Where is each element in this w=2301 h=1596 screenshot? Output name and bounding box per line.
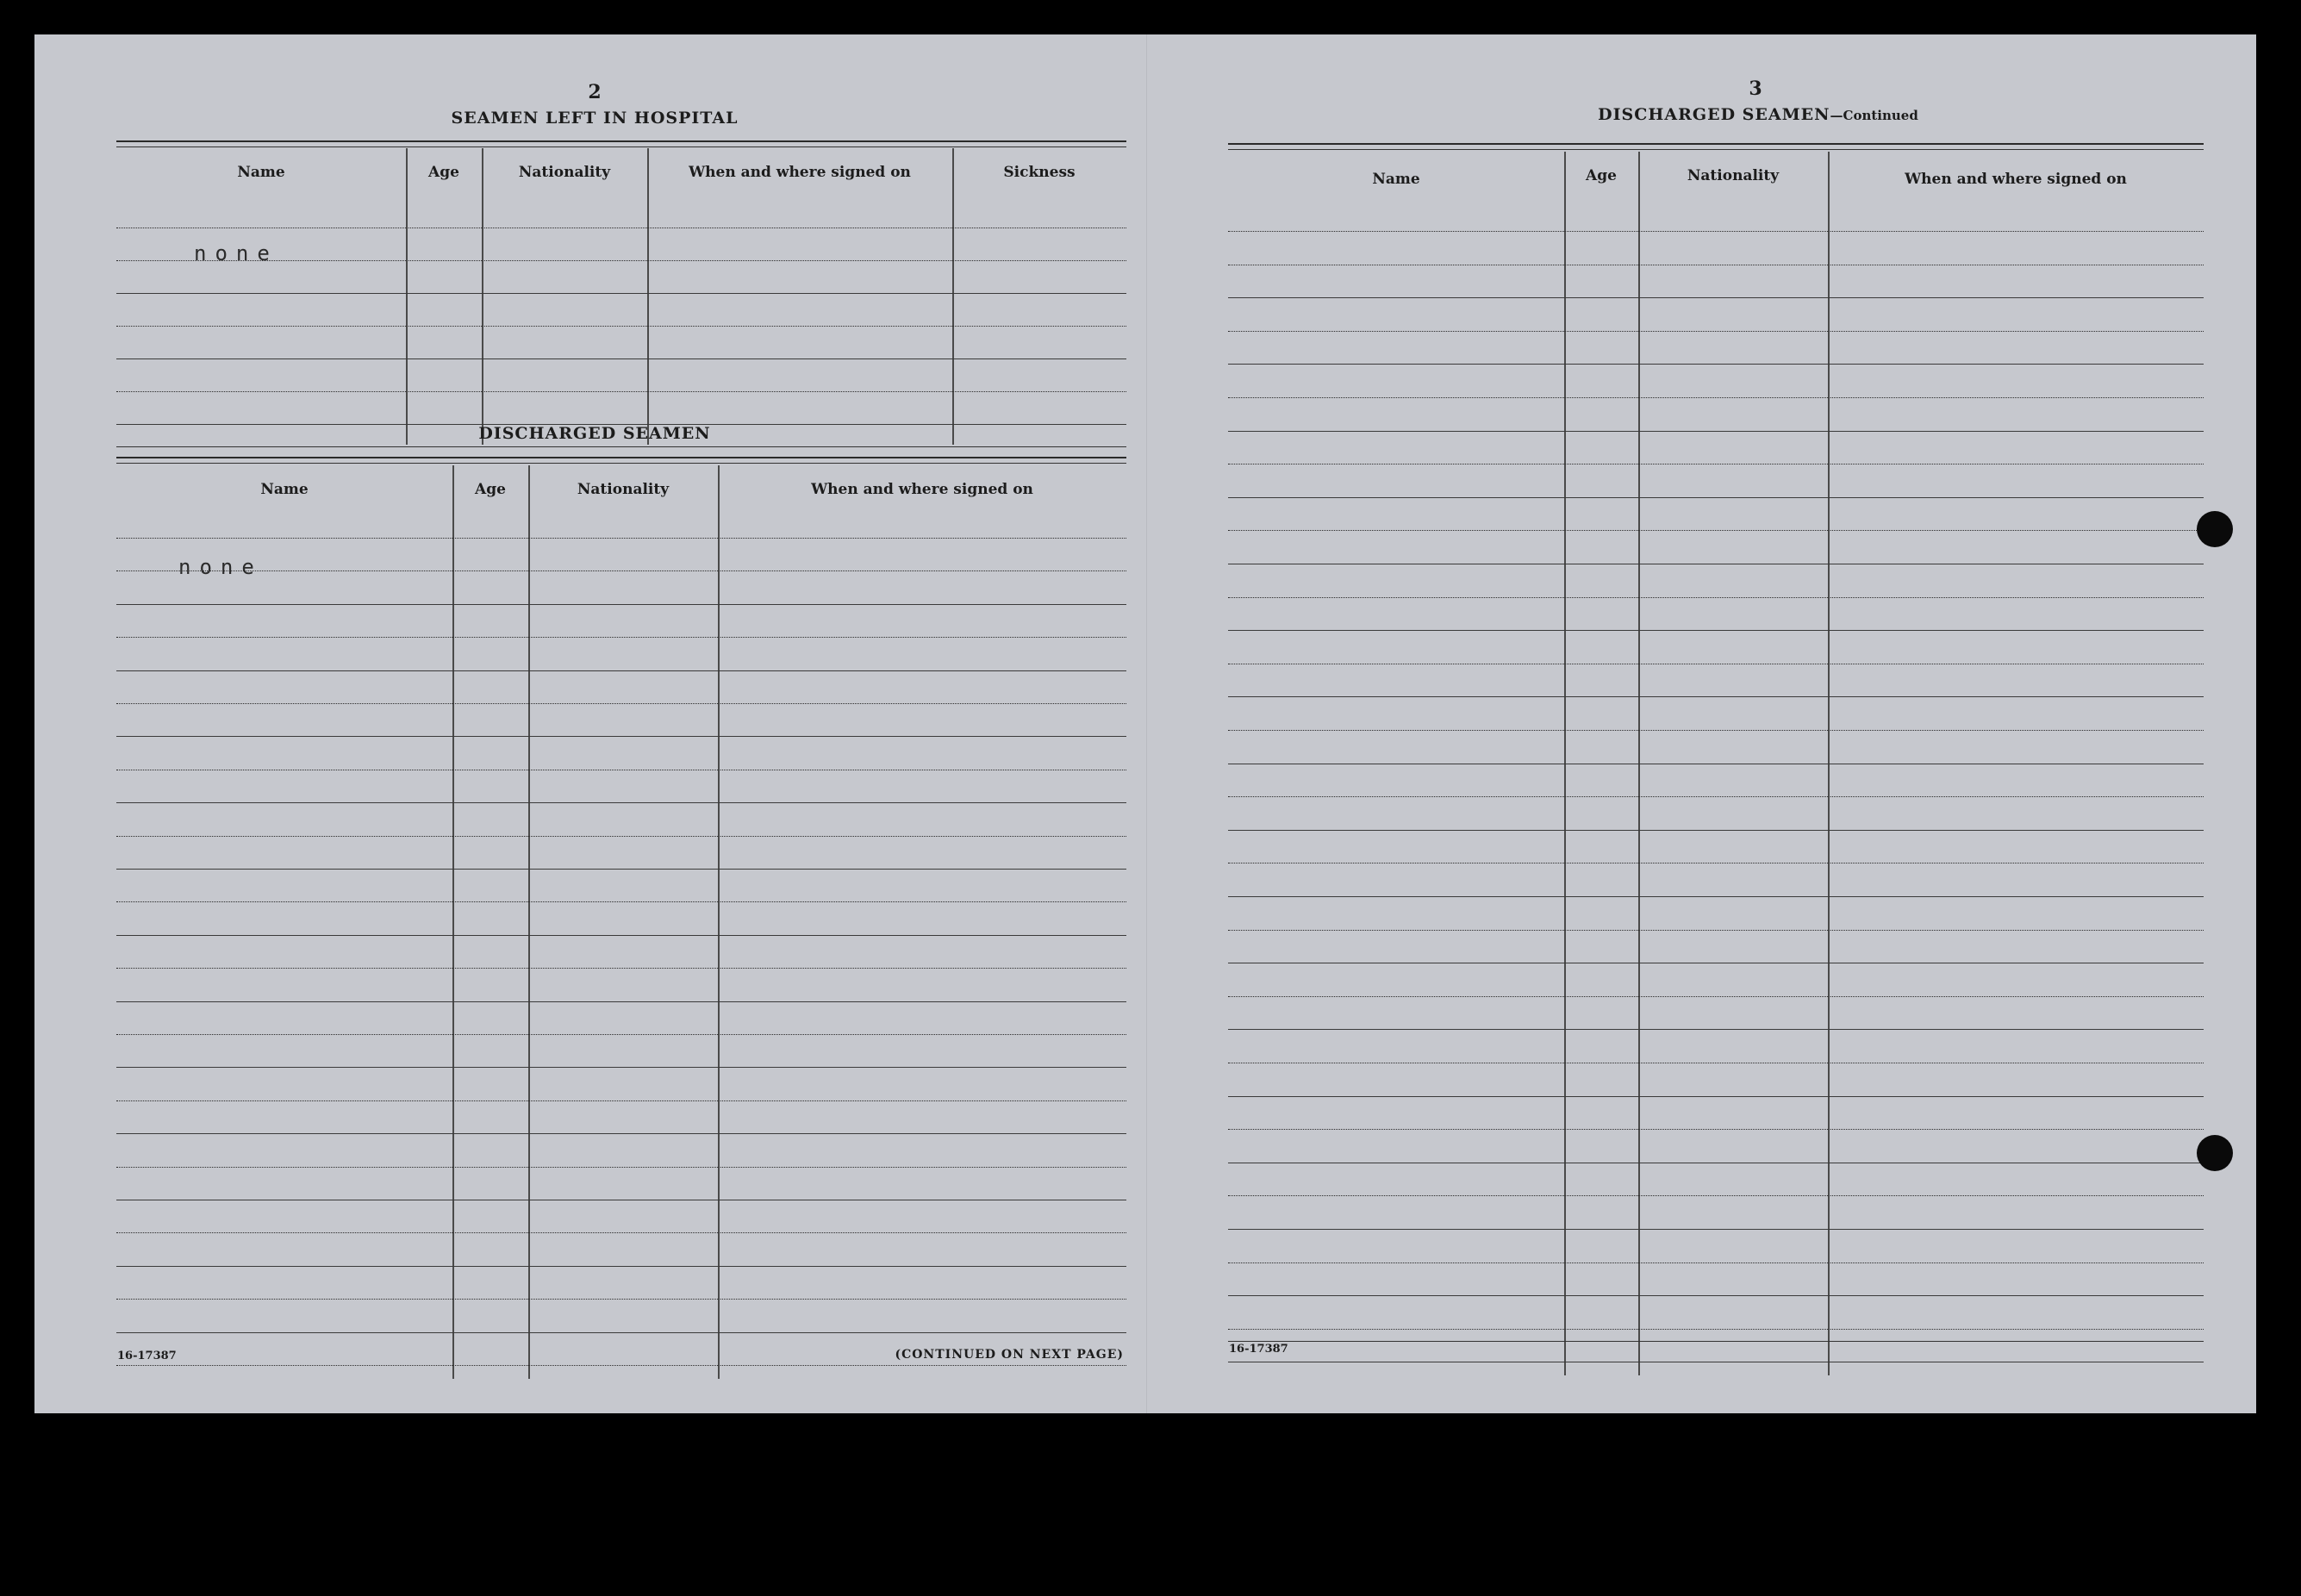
header-divider [116,538,1126,539]
document-sheet [34,34,2256,1413]
page-number: 3 [1749,78,1762,100]
form-number: 16-17387 [1229,1343,1288,1356]
column-header-nationality: Nationality [518,164,611,181]
column-divider [528,465,530,1379]
row-line [116,637,1126,638]
column-header-nationality: Nationality [577,481,670,498]
row-line [116,901,1126,902]
row-line [1228,1229,2204,1230]
column-divider [952,148,954,445]
discharged-continued-title [1508,105,2008,124]
row-line [116,1167,1126,1168]
row-line [1228,896,2204,897]
discharged-table [116,465,1126,1379]
column-header-name: Name [1372,171,1420,188]
hospital-top-rule [116,140,1126,142]
column-header-age: Age [1586,167,1617,184]
discharged-top-rule [116,457,1126,458]
right-bottom-rule [1228,1341,2204,1342]
row-line [1228,930,2204,931]
right-top-rule-2 [1228,149,2204,150]
page-number: 2 [588,81,602,103]
row-line [116,836,1126,837]
column-divider [406,148,408,445]
row-line [116,1266,1126,1267]
punch-hole-lower [2197,1135,2233,1171]
row-line [1228,830,2204,831]
column-divider [482,148,483,445]
column-header-age: Age [428,164,459,181]
row-line [116,802,1126,803]
hospital-bottom-rule [116,446,1126,447]
discharged-entry-none: none [178,555,263,579]
hospital-section-title: SEAMEN LEFT IN HOSPITAL [451,109,739,128]
row-line [1228,730,2204,731]
row-line [1228,530,2204,531]
title-main: DISCHARGED SEAMEN [1598,105,1830,124]
column-divider [452,465,454,1379]
row-line [116,260,1126,261]
form-number: 16-17387 [117,1350,177,1362]
row-line [116,1332,1126,1333]
row-line [1228,696,2204,697]
row-line [1228,497,2204,498]
column-header-name: Name [260,481,309,498]
row-line [1228,297,2204,298]
hospital-entry-none: none [194,241,278,265]
row-line [1228,1129,2204,1130]
row-line [1228,431,2204,432]
right-page [1146,34,2256,1413]
column-divider [718,465,720,1379]
row-line [1228,996,2204,997]
row-line [1228,796,2204,797]
left-page [34,34,1146,1413]
row-line [1228,630,2204,631]
row-line [1228,1096,2204,1097]
column-header-age: Age [475,481,506,498]
row-line [1228,1029,2204,1030]
row-line [116,1232,1126,1233]
hospital-table [116,148,1126,445]
title-suffix: —Continued [1830,108,1918,123]
row-line [116,703,1126,704]
right-discharged-table [1228,152,2204,1375]
row-line [116,968,1126,969]
row-line [116,1067,1126,1068]
row-line [116,1133,1126,1134]
row-line [116,358,1126,359]
header-divider [1228,231,2204,232]
punch-hole-upper [2197,511,2233,547]
column-header-sickness: Sickness [1003,164,1076,181]
row-line [1228,1195,2204,1196]
row-line [116,670,1126,671]
right-top-rule [1228,143,2204,145]
row-line [116,326,1126,327]
column-header-name: Name [237,164,285,181]
row-line [116,1100,1126,1101]
discharged-section-title: DISCHARGED SEAMEN [478,424,711,443]
row-line [116,293,1126,294]
row-line [116,1034,1126,1035]
row-line [116,1299,1126,1300]
row-line [116,1001,1126,1002]
row-line [116,391,1126,392]
row-line [1228,1262,2204,1263]
row-line [116,1365,1126,1366]
row-line [116,604,1126,605]
continued-note: (CONTINUED ON NEXT PAGE) [895,1348,1124,1362]
row-line [1228,597,2204,598]
column-header-nationality: Nationality [1687,167,1780,184]
row-line [1228,364,2204,365]
row-line [116,736,1126,737]
column-header-signed-on: When and where signed on [689,164,911,181]
row-line [1228,1329,2204,1330]
discharged-top-rule-2 [116,463,1126,464]
row-line [116,570,1126,571]
row-line [1228,1295,2204,1296]
column-divider [647,148,649,445]
column-header-signed-on: When and where signed on [811,481,1033,498]
row-line [1228,331,2204,332]
row-line [1228,397,2204,398]
column-header-signed-on: When and where signed on [1905,171,2127,188]
row-line [116,935,1126,936]
row-line [116,869,1126,870]
